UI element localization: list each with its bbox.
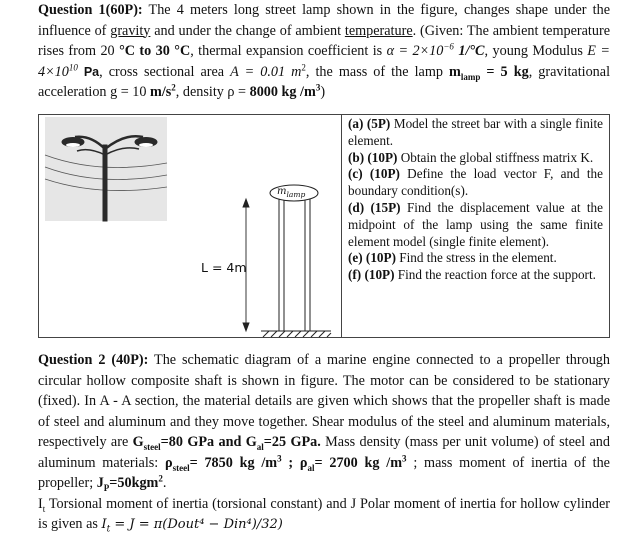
part-d: (d) (15P) Find the displacement value at the midpoint of the lamp using the same finite element model (single finite element).: [348, 199, 603, 249]
young-modulus-expression: $E = 4\times 10^{10}$: [38, 43, 610, 80]
shear-moduli: $G_{steel}=80$ GPa and $G_{al}=25$ GPa.: [132, 434, 321, 452]
question-2-text: Question 2 (40P): The schematic diagram of a marine engine connected to a propeller through circular hollow composite shaft is shown in figure. The motor can be considered to be stationary (fixed). In A - A section, the material details are given which shows that the propeller shaft is made of steel and aluminum and they move together. Shear modulus of the steel and aluminum materials, respectively are $G_{steel}=80$ GPa and $G_{al}=25$ GPa. Mass density (mass per unit volume) of steel and aluminum materials: $\rho_{steel}= 7850$ kg $/m^3$ ; $\rho_{al}= 2700$ kg $/m^3$ ; mass moment of inertia of the propeller; $J_P=50kgm^2$. $I_t$ Torsional moment of inertia (torsional constant) and J Polar moment of inertia for hollow cylinder is given as $I_t = J$ = π(Dout⁴ − Din⁴)/32): [38, 352, 610, 535]
part-f: (f) (10P) Find the reaction force at the support.: [348, 267, 596, 283]
part-e: (e) (10P) Find the stress in the element.: [348, 250, 557, 266]
street-lamp-figure: [39, 115, 342, 338]
length-label: L = 4m: [201, 260, 247, 275]
inertia-formula: $I_t = J$ = π(Dout⁴ − Din⁴)/32): [101, 517, 283, 535]
pole: [279, 199, 310, 331]
densities: $\rho_{steel}= 7850$ kg $/m^3$ ; $\rho_{al}= 2700$ kg $/m^3$: [165, 452, 407, 473]
alpha-expression: $\alpha = 2\times 10^{-6}$ 1/°C: [386, 41, 485, 59]
part-b: (b) (10P) Obtain the global stiffness matrix K.: [348, 149, 594, 165]
question-1-text: Question 1(60P): The 4 meters long street lamp shown in the figure, changes shape under the influence of gravity and under the change of ambient temperature. (Given: The ambient temperature rises from 20 °C to 30 °C, thermal expansion coefficient is $\alpha = 2\times 10^{-6}$ 1/°C, young Modulus $E = 4\times 10^{10}$ Pa, cross sectional area A = 0.01 $m^2$, the mass of the lamp $m_{lamp} = 5$ kg, gravitational acceleration g = 10 $m/s^2$, density ρ = 8000 kg $/m^3$): [38, 2, 611, 100]
question-1-parts: [342, 115, 610, 338]
part-a: (a) (5P) Model the street bar with a single finite element.: [348, 116, 603, 148]
lamp-mass: $m_{lamp} = 5$ kg: [449, 63, 529, 82]
question-1-title: Question 1(60P):: [38, 2, 143, 18]
propeller-inertia: $J_P=50kgm^2$: [96, 473, 163, 493]
question-2-title: Question 2 (40P):: [38, 352, 149, 368]
ground-support: [261, 331, 331, 337]
question-1-table: [38, 114, 610, 338]
part-c: (c) (10P) Define the load vector F, and the boundary condition(s).: [348, 166, 604, 199]
lamp-label: $m_{lamp}$: [277, 186, 306, 199]
area-expression: A = 0.01 $m^2$: [230, 61, 306, 80]
street-lamp-svg: [39, 115, 341, 339]
